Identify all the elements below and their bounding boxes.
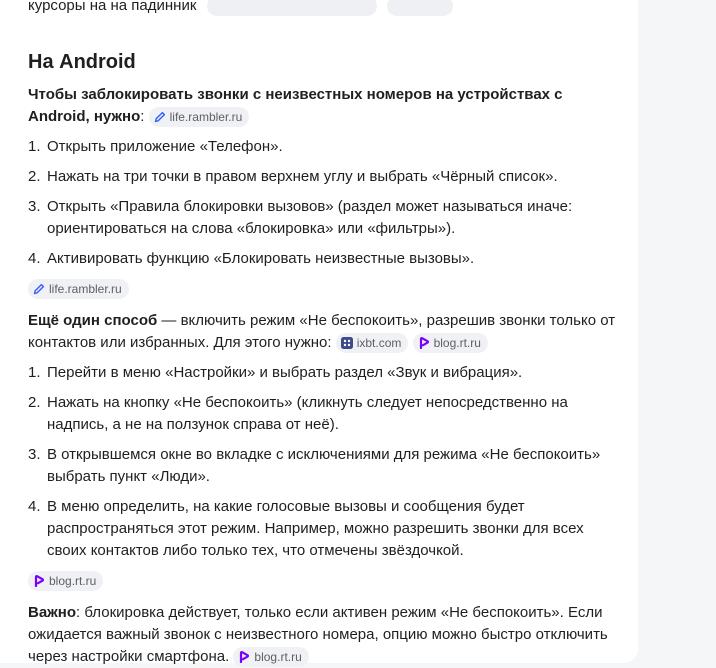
- previous-source-chip[interactable]: [207, 0, 377, 16]
- lead-colon: :: [140, 108, 145, 125]
- list-item: 4. В меню определить, на какие голосовые вызовы и сообщения будет распространяться этот режим. Например, можно разрешить звонки для всех своих контактов либо только тех, что отмечены звёздочкой.: [28, 498, 584, 559]
- rt-logo-icon: [238, 651, 250, 663]
- android-lead: [28, 84, 618, 128]
- source-label: life.rambler.ru: [49, 282, 122, 297]
- important-bold: Важно: [28, 604, 77, 621]
- rt-logo-icon: [418, 337, 430, 349]
- source-label: blog.rt.ru: [254, 650, 302, 665]
- list-item: 2. Нажать на кнопку «Не беспокоить» (кликнуть следует непосредственно на надпись, а не на ползунок справа от неё).: [28, 394, 568, 433]
- source-label: blog.rt.ru: [49, 574, 97, 589]
- section-title: На Android: [28, 51, 136, 73]
- another-way-bold: Ещё один способ: [28, 312, 158, 329]
- previous-text: курсоры на на падинник: [28, 0, 197, 14]
- previous-source-chip-2[interactable]: [387, 0, 453, 16]
- another-way-paragraph: [28, 310, 618, 354]
- list-item: 3. В открывшемся окне во вкладке с исключениями для режима «Не беспокоить» выбрать пункт «Люди».: [28, 446, 601, 485]
- source-chip-ixbt[interactable]: [336, 333, 409, 353]
- list-item: 3. Открыть «Правила блокировки вызовов» (раздел может называться иначе: ориентироваться на слова «блокировка» или «фильтры»).: [28, 198, 573, 237]
- source-chip-rt[interactable]: [28, 571, 103, 591]
- list-item: 1. Перейти в меню «Настройки» и выбрать раздел «Звук и вибрация».: [28, 364, 523, 381]
- android-steps-list: [28, 136, 618, 270]
- source-chip-rt[interactable]: [413, 333, 488, 353]
- source-label: life.rambler.ru: [169, 110, 243, 125]
- source-chip-rt[interactable]: [233, 647, 308, 667]
- source-chip-rambler[interactable]: [149, 107, 250, 127]
- android-lead-text: Чтобы заблокировать звонки с неизвестных номеров на устройствах с Android, нужно: [28, 86, 563, 125]
- another-way-text: — включить режим «Не беспокоить», разрешив звонки только от контактов или избранных. Для этого нужно:: [28, 312, 616, 351]
- important-text: : блокировка действует, только если активен режим «Не беспокоить». Если ожидается важный звонок с неизвестного номера, опцию можно быстро отключить через настройки смартфона.: [28, 604, 608, 665]
- list-item: 4. Активировать функцию «Блокировать неизвестные вызовы».: [28, 250, 475, 267]
- rt-logo-icon: [33, 575, 45, 587]
- android-source-row: [28, 278, 618, 300]
- ixbt-logo-icon: [341, 337, 353, 349]
- important-paragraph: [28, 602, 618, 668]
- source-chip-rambler[interactable]: [28, 279, 129, 299]
- previous-text-fragment: [28, 0, 453, 16]
- another-way-steps-list: [28, 362, 618, 562]
- source-label: blog.rt.ru: [433, 336, 481, 351]
- another-way-source-row: [28, 570, 618, 592]
- pen-icon: [33, 283, 45, 295]
- list-item: 1. Открыть приложение «Телефон».: [28, 138, 283, 155]
- list-item: 2. Нажать на три точки в правом верхнем углу и выбрать «Чёрный список».: [28, 168, 558, 185]
- pen-icon: [154, 111, 166, 123]
- source-label: ixbt.com: [356, 336, 402, 351]
- answer-content: [28, 84, 618, 668]
